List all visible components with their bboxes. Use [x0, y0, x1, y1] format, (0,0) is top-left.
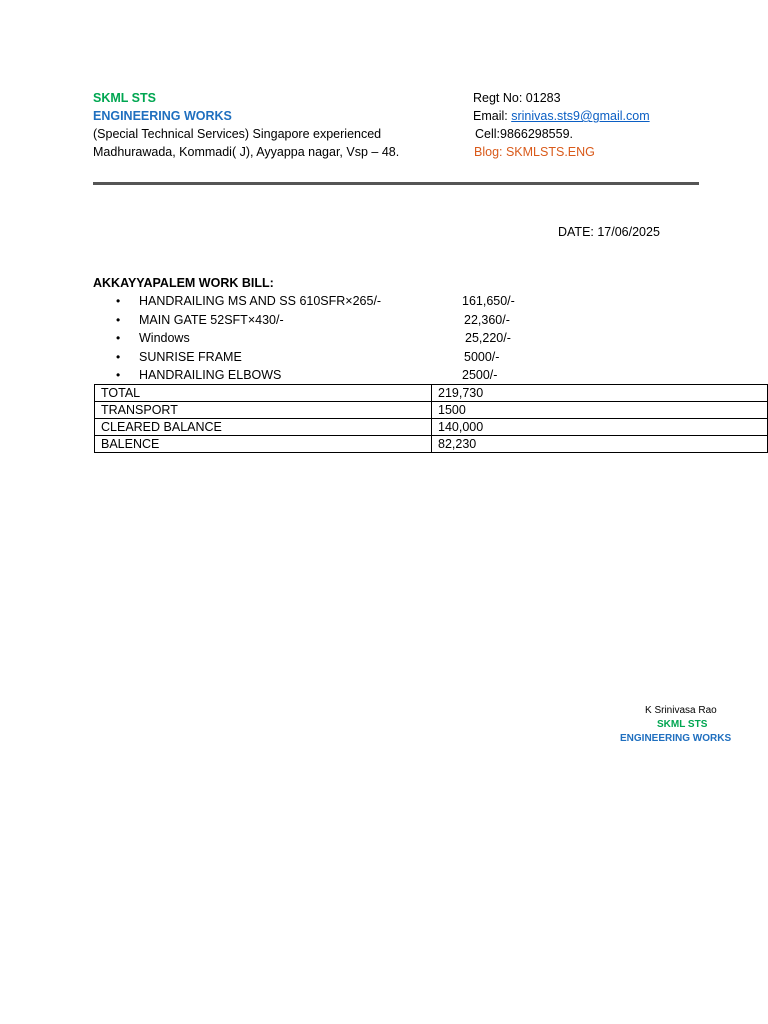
company-subtitle: ENGINEERING WORKS [93, 109, 232, 123]
bill-item-amount: 25,220/- [465, 331, 511, 345]
email-link[interactable]: srinivas.sts9@gmail.com [511, 109, 650, 123]
summary-label: BALENCE [95, 436, 432, 453]
signature-company: SKML STS [657, 719, 708, 730]
summary-value: 82,230 [432, 436, 768, 453]
company-name: SKML STS [93, 91, 156, 105]
table-row [95, 385, 768, 402]
bullet-icon: • [116, 331, 121, 345]
header-divider [93, 182, 699, 185]
bill-item-name: MAIN GATE 52SFT×430/- [139, 312, 284, 327]
bill-date: DATE: 17/06/2025 [558, 225, 660, 239]
bill-item-name: SUNRISE FRAME [139, 349, 242, 364]
bullet-icon: • [116, 368, 121, 382]
email-label: Email: [473, 109, 512, 123]
bill-item-name: Windows [139, 331, 190, 345]
email-line [473, 107, 650, 125]
signature-subtitle: ENGINEERING WORKS [620, 733, 732, 744]
summary-label: TOTAL [95, 385, 432, 402]
blog-text: Blog: SKMLSTS.ENG [474, 145, 595, 159]
company-address: Madhurawada, Kommadi( J), Ayyappa nagar, Vsp – 48. [93, 145, 400, 159]
summary-value: 1500 [432, 402, 768, 419]
bill-item-amount: 161,650/- [462, 294, 515, 308]
company-tagline: (Special Technical Services) Singapore experienced [93, 127, 382, 141]
bill-item-name: HANDRAILING MS AND SS 610SFR×265/- [139, 294, 382, 308]
table-row [95, 436, 768, 453]
bullet-icon: • [116, 312, 121, 327]
summary-label: TRANSPORT [95, 402, 432, 419]
registration-number: Regt No: 01283 [473, 91, 561, 105]
bill-item-amount: 2500/- [462, 368, 498, 382]
bill-item-name: HANDRAILING ELBOWS [139, 368, 282, 382]
bill-item-amount: 22,360/- [464, 312, 510, 327]
summary-table [94, 384, 768, 453]
bill-title: AKKAYYAPALEM WORK BILL: [93, 276, 274, 290]
table-row [95, 402, 768, 419]
bill-item-amount: 5000/- [464, 349, 500, 364]
summary-label: CLEARED BALANCE [95, 419, 432, 436]
signature-name: K Srinivasa Rao [645, 705, 717, 716]
table-row [95, 419, 768, 436]
cell-number: Cell:9866298559. [475, 127, 573, 141]
summary-value: 219,730 [432, 385, 768, 402]
bullet-icon: • [116, 294, 121, 308]
bullet-icon: • [116, 349, 121, 364]
summary-value: 140,000 [432, 419, 768, 436]
